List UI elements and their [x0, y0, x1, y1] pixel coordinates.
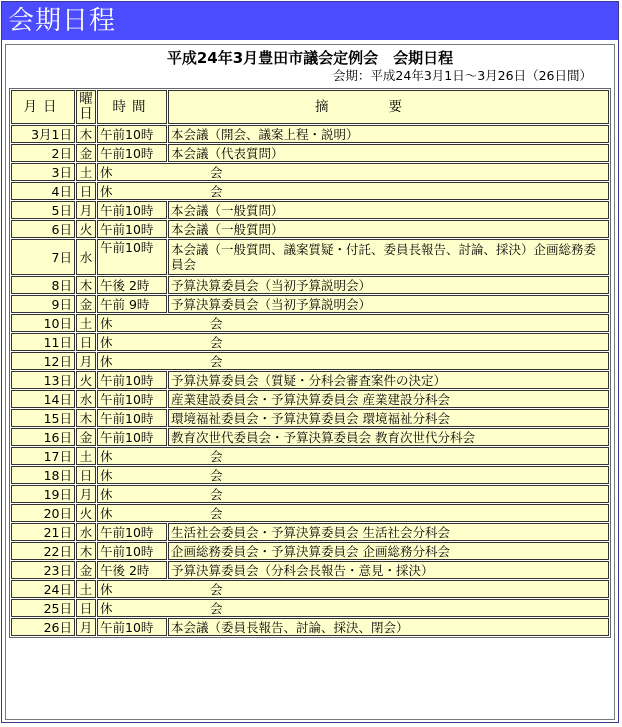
- cell-weekday: 日: [76, 599, 96, 617]
- cell-time: 午前10時: [97, 125, 167, 143]
- cell-time: 午後 2時: [97, 561, 167, 579]
- cell-weekday: 木: [76, 276, 96, 294]
- recess-label-2: 会: [210, 600, 223, 616]
- recess-label-2: 会: [210, 334, 223, 350]
- schedule-table: [9, 88, 611, 638]
- recess-label-1: 休: [100, 581, 113, 597]
- cell-day: 20日: [11, 504, 75, 522]
- cell-recess: [97, 163, 609, 181]
- cell-time: 午前10時: [97, 201, 167, 219]
- cell-weekday: 木: [76, 125, 96, 143]
- cell-weekday: 水: [76, 239, 96, 275]
- table-row: [11, 295, 609, 313]
- cell-day: 5日: [11, 201, 75, 219]
- table-row: [11, 466, 609, 484]
- schedule-box: [5, 44, 615, 720]
- table-row: [11, 561, 609, 579]
- table-row: [11, 371, 609, 389]
- table-row: [11, 390, 609, 408]
- cell-day: 22日: [11, 542, 75, 560]
- table-row: [11, 125, 609, 143]
- table-row: [11, 447, 609, 465]
- cell-time: 午前10時: [97, 371, 167, 389]
- cell-weekday: 土: [76, 580, 96, 598]
- recess-label-1: 休: [100, 600, 113, 616]
- cell-description: 本会議（代表質問）: [168, 144, 609, 162]
- table-row: [11, 352, 609, 370]
- cell-recess: [97, 333, 609, 351]
- cell-weekday: 土: [76, 447, 96, 465]
- cell-time: 午前10時: [97, 220, 167, 238]
- recess-label-2: 会: [210, 486, 223, 502]
- cell-time: 午前10時: [97, 409, 167, 427]
- cell-day: 26日: [11, 618, 75, 636]
- cell-time: 午前10時: [97, 144, 167, 162]
- cell-day: 18日: [11, 466, 75, 484]
- recess-label-2: 会: [210, 315, 223, 331]
- recess-label-2: 会: [210, 183, 223, 199]
- cell-time: 午前10時: [97, 390, 167, 408]
- cell-weekday: 日: [76, 333, 96, 351]
- recess-label-2: 会: [210, 448, 223, 464]
- cell-day: 19日: [11, 485, 75, 503]
- cell-weekday: 火: [76, 504, 96, 522]
- table-row: [11, 220, 609, 238]
- table-row: [11, 523, 609, 541]
- cell-time: 午前10時: [97, 523, 167, 541]
- cell-description: 本会議（一般質問）: [168, 201, 609, 219]
- cell-recess: [97, 466, 609, 484]
- recess-label-1: 休: [100, 505, 113, 521]
- cell-weekday: 土: [76, 314, 96, 332]
- cell-day: 6日: [11, 220, 75, 238]
- table-row: [11, 182, 609, 200]
- table-row: [11, 333, 609, 351]
- cell-day: 17日: [11, 447, 75, 465]
- cell-description: 予算決算委員会（分科会長報告・意見・採決）: [168, 561, 609, 579]
- cell-recess: [97, 352, 609, 370]
- cell-weekday: 月: [76, 618, 96, 636]
- table-row: [11, 239, 609, 275]
- page-title: 会期日程: [2, 2, 618, 40]
- cell-description: 予算決算委員会（当初予算説明会）: [168, 295, 609, 313]
- cell-description: 本会議（一般質問）: [168, 220, 609, 238]
- cell-time: 午前10時: [97, 239, 167, 275]
- cell-day: 13日: [11, 371, 75, 389]
- cell-time: 午後 2時: [97, 276, 167, 294]
- cell-weekday: 木: [76, 542, 96, 560]
- header-time: 時間: [97, 90, 167, 124]
- cell-description: 教育次世代委員会・予算決算委員会 教育次世代分科会: [168, 428, 609, 446]
- recess-label-2: 会: [210, 164, 223, 180]
- cell-time: 午前10時: [97, 542, 167, 560]
- cell-day: 21日: [11, 523, 75, 541]
- cell-day: 23日: [11, 561, 75, 579]
- recess-label-1: 休: [100, 353, 113, 369]
- cell-recess: [97, 599, 609, 617]
- recess-label-1: 休: [100, 334, 113, 350]
- table-row: [11, 504, 609, 522]
- table-row: [11, 580, 609, 598]
- cell-day: 2日: [11, 144, 75, 162]
- cell-day: 12日: [11, 352, 75, 370]
- recess-label-1: 休: [100, 315, 113, 331]
- recess-label-1: 休: [100, 448, 113, 464]
- cell-time: 午前10時: [97, 618, 167, 636]
- table-row: [11, 618, 609, 636]
- cell-day: 16日: [11, 428, 75, 446]
- cell-description: 予算決算委員会（質疑・分科会審査案件の決定）: [168, 371, 609, 389]
- recess-label-1: 休: [100, 467, 113, 483]
- recess-label-2: 会: [210, 353, 223, 369]
- cell-weekday: 金: [76, 561, 96, 579]
- cell-day: 14日: [11, 390, 75, 408]
- recess-label-2: 会: [210, 505, 223, 521]
- schedule-heading: 平成24年3月豊田市議会定例会 会期日程: [166, 49, 454, 67]
- recess-label-1: 休: [100, 164, 113, 180]
- cell-weekday: 金: [76, 144, 96, 162]
- cell-weekday: 火: [76, 220, 96, 238]
- cell-day: 9日: [11, 295, 75, 313]
- table-row: [11, 599, 609, 617]
- cell-description: 生活社会委員会・予算決算委員会 生活社会分科会: [168, 523, 609, 541]
- table-header-row: [11, 90, 609, 124]
- cell-weekday: 日: [76, 182, 96, 200]
- table-row: [11, 201, 609, 219]
- cell-weekday: 水: [76, 390, 96, 408]
- header-day: 月日: [11, 90, 75, 124]
- cell-weekday: 月: [76, 201, 96, 219]
- cell-time: 午前 9時: [97, 295, 167, 313]
- cell-description: 企画総務委員会・予算決算委員会 企画総務分科会: [168, 542, 609, 560]
- cell-day: 25日: [11, 599, 75, 617]
- table-row: [11, 163, 609, 181]
- cell-day: 4日: [11, 182, 75, 200]
- cell-recess: [97, 447, 609, 465]
- cell-description: 環境福祉委員会・予算決算委員会 環境福祉分科会: [168, 409, 609, 427]
- cell-recess: [97, 580, 609, 598]
- cell-description: 本会議（一般質問、議案質疑・付託、委員長報告、討論、採決）企画総務委員会: [168, 239, 609, 275]
- cell-day: 8日: [11, 276, 75, 294]
- recess-label-2: 会: [210, 467, 223, 483]
- cell-description: 本会議（開会、議案上程・説明）: [168, 125, 609, 143]
- cell-recess: [97, 182, 609, 200]
- recess-label-1: 休: [100, 486, 113, 502]
- cell-day: 3月1日: [11, 125, 75, 143]
- cell-description: 産業建設委員会・予算決算委員会 産業建設分科会: [168, 390, 609, 408]
- cell-day: 11日: [11, 333, 75, 351]
- table-row: [11, 409, 609, 427]
- cell-time: 午前10時: [97, 428, 167, 446]
- cell-weekday: 火: [76, 371, 96, 389]
- cell-day: 15日: [11, 409, 75, 427]
- cell-weekday: 水: [76, 523, 96, 541]
- session-period: 会期：平成24年3月1日〜3月26日（26日間）: [332, 68, 592, 83]
- cell-weekday: 土: [76, 163, 96, 181]
- recess-label-1: 休: [100, 183, 113, 199]
- table-row: [11, 314, 609, 332]
- cell-recess: [97, 485, 609, 503]
- table-row: [11, 276, 609, 294]
- header-description: 摘要: [168, 90, 609, 124]
- cell-weekday: 月: [76, 485, 96, 503]
- cell-weekday: 木: [76, 409, 96, 427]
- cell-description: 予算決算委員会（当初予算説明会）: [168, 276, 609, 294]
- cell-recess: [97, 504, 609, 522]
- cell-recess: [97, 314, 609, 332]
- cell-day: 7日: [11, 239, 75, 275]
- cell-day: 3日: [11, 163, 75, 181]
- table-row: [11, 542, 609, 560]
- cell-weekday: 金: [76, 295, 96, 313]
- cell-day: 24日: [11, 580, 75, 598]
- recess-label-2: 会: [210, 581, 223, 597]
- cell-weekday: 金: [76, 428, 96, 446]
- cell-description: 本会議（委員長報告、討論、採決、閉会）: [168, 618, 609, 636]
- table-row: [11, 144, 609, 162]
- table-row: [11, 428, 609, 446]
- schedule-panel: [1, 1, 619, 723]
- cell-weekday: 日: [76, 466, 96, 484]
- cell-weekday: 月: [76, 352, 96, 370]
- cell-day: 10日: [11, 314, 75, 332]
- table-row: [11, 485, 609, 503]
- header-weekday: 曜 日: [76, 90, 96, 124]
